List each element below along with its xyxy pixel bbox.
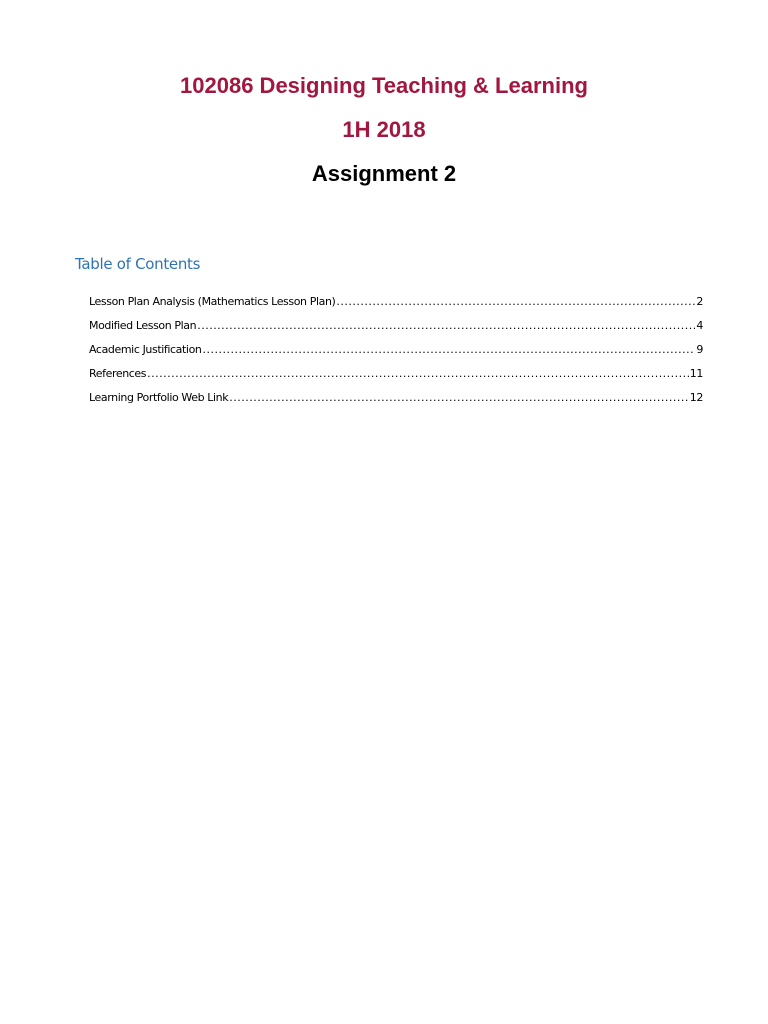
- toc-entry-page: 4: [696, 319, 703, 332]
- toc-entry-page: 12: [689, 391, 703, 404]
- toc-dot-leader: [203, 342, 696, 358]
- toc-entry-label: Academic Justification: [89, 343, 202, 356]
- toc-entry-label: Modified Lesson Plan: [89, 319, 197, 332]
- toc-dot-leader: [197, 318, 695, 334]
- toc-entry-label: Learning Portfolio Web Link: [89, 391, 229, 404]
- toc-entry-page: 9: [696, 343, 703, 356]
- toc-entry-page: 2: [696, 295, 703, 308]
- toc-dot-leader: [147, 366, 689, 382]
- toc-entry-label: Lesson Plan Analysis (Mathematics Lesson Plan): [89, 295, 336, 308]
- toc-entry-modified-lesson-plan[interactable]: [89, 318, 703, 342]
- toc-entry-lesson-plan-analysis[interactable]: [89, 294, 703, 318]
- toc-entry-learning-portfolio-web-link[interactable]: [89, 390, 703, 414]
- course-title: 102086 Designing Teaching & Learning: [180, 73, 588, 98]
- assignment-title: Assignment 2: [311, 161, 457, 186]
- toc-entry-label: References: [89, 367, 147, 380]
- toc-entry-references[interactable]: [89, 366, 703, 390]
- term-title: 1H 2018: [342, 117, 426, 142]
- toc-entry-page: 11: [689, 367, 703, 380]
- toc-entry-academic-justification[interactable]: [89, 342, 703, 366]
- toc-dot-leader: [336, 294, 695, 310]
- toc-heading: Table of Contents: [75, 255, 201, 273]
- table-of-contents: [89, 294, 703, 414]
- toc-dot-leader: [229, 390, 689, 406]
